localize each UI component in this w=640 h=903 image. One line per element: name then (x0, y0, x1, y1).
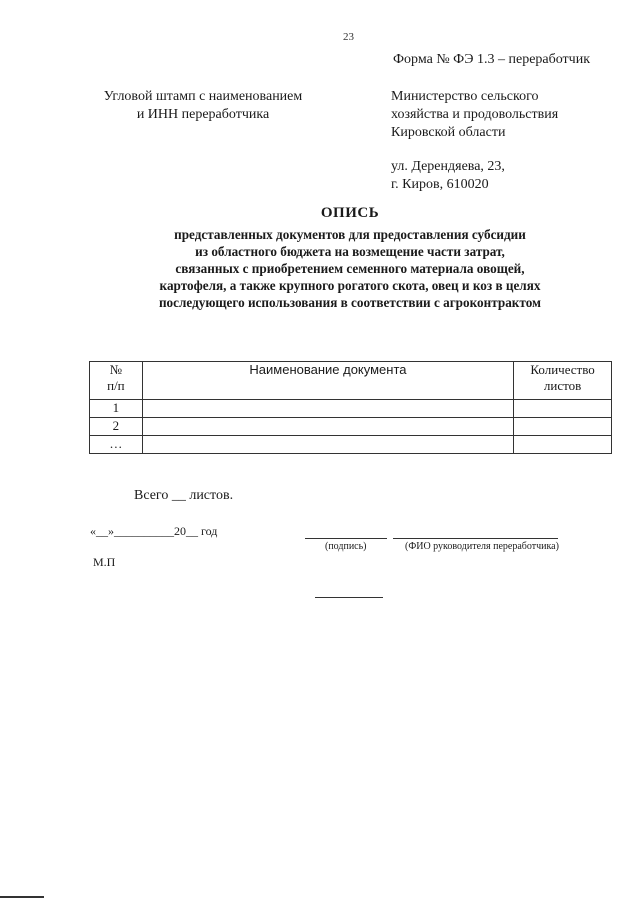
address-line: ул. Дерендяева, 23, (391, 159, 505, 174)
recipient-line: хозяйства и продовольствия (391, 107, 559, 122)
subtitle-line: связанных с приобретением семенного материала овощей, (175, 261, 525, 276)
row-num: 2 (90, 418, 143, 436)
total-sheets: Всего __ листов. (134, 488, 234, 503)
row-sheet-count (514, 400, 612, 418)
stamp-line: Угловой штамп с наименованием (103, 89, 303, 104)
header-document-name: Наименование документа (142, 362, 513, 400)
address-line: г. Киров, 610020 (391, 177, 489, 192)
row-document-name (142, 436, 513, 454)
subtitle-line: последующего использования в соответствии с агроконтрактом (158, 295, 542, 310)
table-row (90, 400, 612, 418)
row-sheet-count (514, 418, 612, 436)
signature-caption: (подпись) (325, 541, 367, 552)
table-row (90, 436, 612, 454)
document-subtitle (0, 226, 640, 311)
header-num-line: п/п (107, 378, 125, 393)
header-num (90, 362, 143, 400)
corner-stamp-placeholder (88, 88, 318, 124)
subtitle-line: представленных документов для предоставления субсидии (174, 227, 526, 242)
signature-line (305, 538, 387, 539)
row-document-name (142, 400, 513, 418)
recipient-line: Министерство сельского (391, 89, 539, 104)
document-title: ОПИСЬ (320, 205, 380, 221)
seal-place: М.П (93, 555, 116, 569)
fio-line (393, 538, 558, 539)
subtitle-line: из областного бюджета на возмещение части затрат, (195, 244, 505, 259)
row-num: … (90, 436, 143, 454)
row-num: 1 (90, 400, 143, 418)
header-count-line: листов (543, 378, 582, 393)
page-number: 23 (343, 31, 354, 43)
header-count-line: Количество (530, 362, 595, 377)
recipient-address (391, 158, 505, 194)
documents-table (89, 361, 612, 454)
row-sheet-count (514, 436, 612, 454)
header-sheet-count (514, 362, 612, 400)
recipient-block (391, 88, 558, 142)
recipient-line: Кировской области (391, 125, 506, 140)
subtitle-line: картофеля, а также крупного рогатого скота, овец и коз в целях (159, 278, 541, 293)
corner-mark (0, 896, 44, 898)
header-num-line: № (109, 362, 123, 377)
table-row (90, 418, 612, 436)
date-line: «__»__________20__ год (90, 524, 218, 538)
stamp-line: и ИНН переработчика (136, 107, 270, 122)
separator-line (315, 597, 383, 598)
form-code: Форма № ФЭ 1.3 – переработчик (393, 52, 591, 67)
row-document-name (142, 418, 513, 436)
table-header-row (90, 362, 612, 400)
fio-caption: (ФИО руководителя переработчика) (405, 541, 559, 552)
